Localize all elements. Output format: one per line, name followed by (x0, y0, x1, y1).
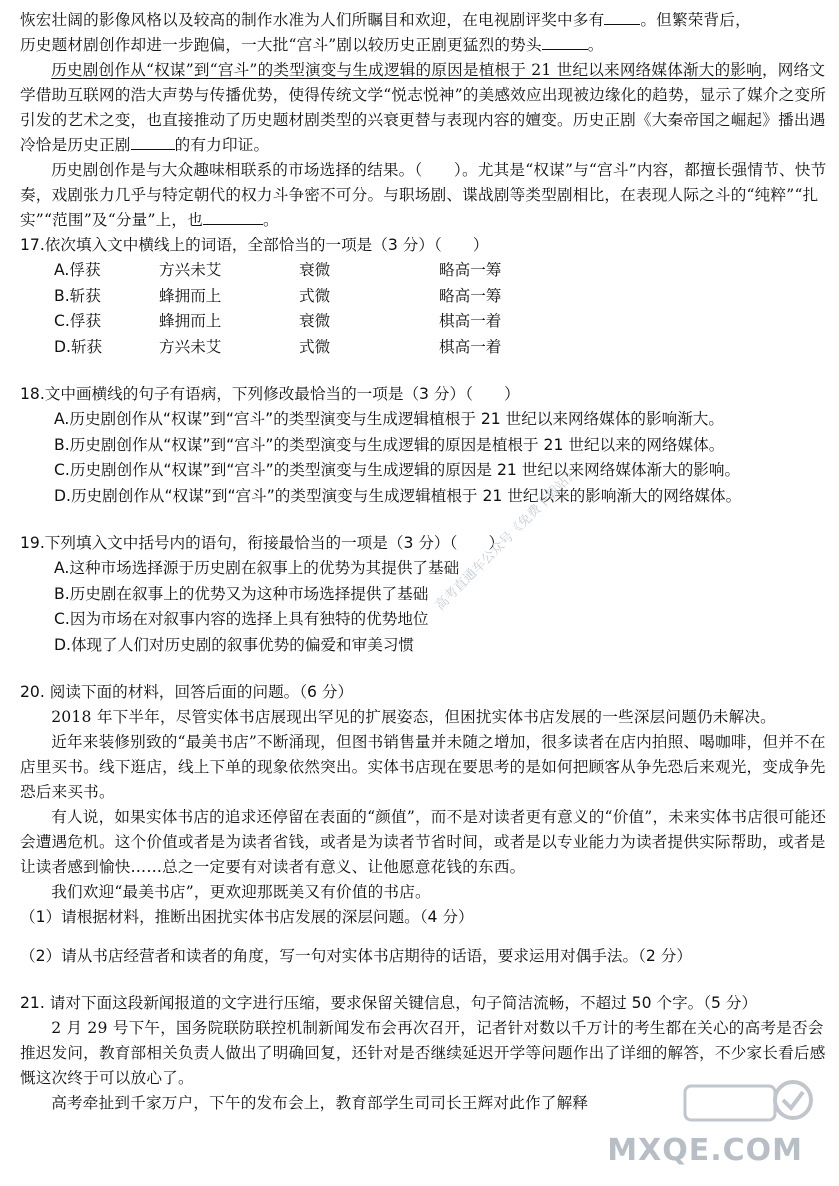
question-19-option-c[interactable]: C.因为市场在对叙事内容的选择上具有独特的优势地位 (54, 610, 429, 628)
passage-paragraph-2 (20, 58, 828, 158)
passage-line-2 (20, 33, 828, 58)
option-word: 略高一筹 (439, 286, 502, 305)
question-17-options (20, 258, 828, 360)
material-paragraph: 我们欢迎“最美书店”，更欢迎那既美又有价值的书店。 (51, 883, 431, 901)
option-word: 方兴未艾 (159, 337, 222, 356)
material-paragraph: 2018 年下半年，尽管实体书店展现出罕见的扩展姿态，但困扰实体书店发展的一些深层问题仍未解决。 (51, 708, 776, 726)
question-20-sub-2: （2）请从书店经营者和读者的角度，写一句对实体书店期待的话语，要求运用对偶手法。（2 分） (20, 947, 692, 965)
question-19-stem: 19.下列填入文中括号内的语句，衔接最恰当的一项是（3 分）（ ） (20, 534, 505, 552)
underlined-sentence: 历史剧创作从“权谋”到“宫斗”的类型演变与生成逻辑的原因是植根于 21 世纪以来网络媒体渐大的影响 (51, 61, 762, 79)
question-18-stem: 18.文中画横线的句子有语病，下列修改最恰当的一项是（3 分）（ ） (20, 385, 520, 403)
question-20-sub-1: （1）请根据材料，推断出困扰实体书店发展的深层问题。（4 分） (20, 908, 474, 926)
passage-text: 。 (587, 36, 604, 54)
question-19-option-d[interactable]: D.体现了人们对历史剧的叙事优势的偏爱和审美习惯 (54, 635, 415, 654)
question-18-option-b[interactable]: B.历史剧创作从“权谋”到“宫斗”的类型演变与生成逻辑的原因是植根于 21 世纪以来的网络媒体。 (54, 435, 725, 454)
passage-text: ，网络文学借助互联网的浩大声势与传播优势，使得传统文学“悦志悦神”的美感效应出现被边缘化的趋势，显示了媒介之变所引发的艺术之变，也直接推动了历史题材剧类型的兴衰更替与表现内容的嬗变。历史正剧《大秦帝国之崛起》播出遇冷恰是历史正剧 (20, 61, 827, 154)
question-17-option-b[interactable] (54, 284, 828, 310)
passage-paragraph-3 (20, 158, 828, 233)
question-17-option-d[interactable] (54, 335, 828, 361)
option-word: 蜂拥而上 (159, 286, 222, 305)
option-word: 方兴未艾 (159, 261, 222, 279)
passage-text: 。 (263, 211, 279, 229)
fill-blank-4 (203, 208, 263, 225)
question-17-option-a[interactable] (54, 258, 828, 284)
option-word: 衰微 (299, 312, 331, 330)
passage-line-1 (20, 8, 828, 33)
passage-text: 。但繁荣背后， (640, 11, 751, 29)
option-word: 衰微 (299, 261, 331, 279)
option-word: C.俘获 (54, 312, 102, 330)
option-word: 棋高一着 (439, 312, 502, 330)
fill-blank-1 (604, 8, 640, 25)
question-18-option-d[interactable]: D.历史剧创作从“权谋”到“宫斗”的类型演变与生成逻辑植根于 21 世纪以来的影响渐大的网络媒体。 (54, 486, 742, 505)
material-paragraph: 有人说，如果实体书店的追求还停留在表面的“颜值”，而不是对读者更有意义的“价值”，未来实体书店很可能还会遭遇危机。这个价值或者是为读者省钱，或者是为读者节省时间，或者是以专业能力为读者提供实际帮助，或者是让读者感到愉快……总之一定要有对读者有意义、让他愿意花钱的东西。 (20, 808, 827, 876)
watermark-text: 高考直通车公众号《免费下载站》 (432, 464, 582, 614)
option-word: D.斩获 (54, 337, 103, 356)
material-paragraph: 近年来装修别致的“最美书店”不断涌现，但图书销售量并未随之增加，很多读者在店内拍照、喝咖啡，但并不在店里买书。线下逛店，线上下单的现象依然突出。实体书店现在要思考的是如何把顾客从争先恐后来观光，变成争先恐后来买书。 (20, 733, 826, 801)
question-18-option-a[interactable]: A.历史剧创作从“权谋”到“宫斗”的类型演变与生成逻辑植根于 21 世纪以来网络媒体的影响渐大。 (54, 410, 724, 428)
question-17-option-c[interactable] (54, 309, 828, 335)
option-word: 棋高一着 (439, 337, 502, 356)
option-word: A.俘获 (54, 261, 101, 279)
passage-text: 历史剧创作是与大众趣味相联系的市场选择的结果。（ ）。尤其是“权谋”与“宫斗”内容，都擅长强情节、快节奏，戏剧张力几乎与特定朝代的权力斗争密不可分。与职场剧、谍战剧等类型剧相比，在表现人际之斗的“纯粹”“扎实”“范围”及“分量”上，也 (20, 161, 827, 229)
question-18-option-c[interactable]: C.历史剧创作从“权谋”到“宫斗”的类型演变与生成逻辑的原因是 21 世纪以来网络媒体渐大的影响。 (54, 461, 741, 479)
passage-text: 恢宏壮阔的影像风格以及较高的制作水准为人们所瞩目和欢迎，在电视剧评奖中多有 (20, 11, 605, 29)
option-word: 略高一筹 (439, 261, 502, 279)
news-paragraph: 2 月 29 号下午，国务院联防联控机制新闻发布会再次召开，记者针对数以千万计的考生都在关心的高考是否会推迟发问，教育部相关负责人做出了明确回复，还针对是否继续延迟开学等问题作出了详细的解答，不少家长看后感慨这次终于可以放心了。 (20, 1019, 826, 1087)
question-20-stem: 20. 阅读下面的材料，回答后面的问题。（6 分） (20, 683, 354, 701)
option-word: B.斩获 (54, 286, 101, 305)
option-word: 式微 (299, 337, 331, 356)
question-19-option-b[interactable]: B.历史剧在叙事上的优势又为这种市场选择提供了基础 (54, 584, 429, 603)
news-paragraph: 高考牵扯到千家万户，下午的发布会上，教育部学生司司长王辉对此作了解释 (51, 1094, 589, 1112)
option-word: 蜂拥而上 (159, 312, 222, 330)
exam-page (20, 8, 828, 1116)
fill-blank-3 (131, 133, 175, 150)
fill-blank-2 (542, 33, 588, 50)
question-17-stem: 17.依次填入文中横线上的词语，全部恰当的一项是（3 分）（ ） (20, 236, 489, 254)
question-21-stem: 21. 请对下面这段新闻报道的文字进行压缩，要求保留关键信息，句子简洁流畅，不超过 50 个字。（5 分） (20, 994, 758, 1012)
passage-text: 的有力印证。 (174, 136, 270, 154)
question-19-option-a[interactable]: A.这种市场选择源于历史剧在叙事上的优势为其提供了基础 (54, 559, 460, 577)
site-logo-text: MXQE.COM (607, 1133, 803, 1168)
option-word: 式微 (299, 286, 331, 305)
passage-text: 历史题材剧创作却进一步跑偏，一大批“宫斗”剧以较历史正剧更猛烈的势头 (20, 36, 542, 54)
